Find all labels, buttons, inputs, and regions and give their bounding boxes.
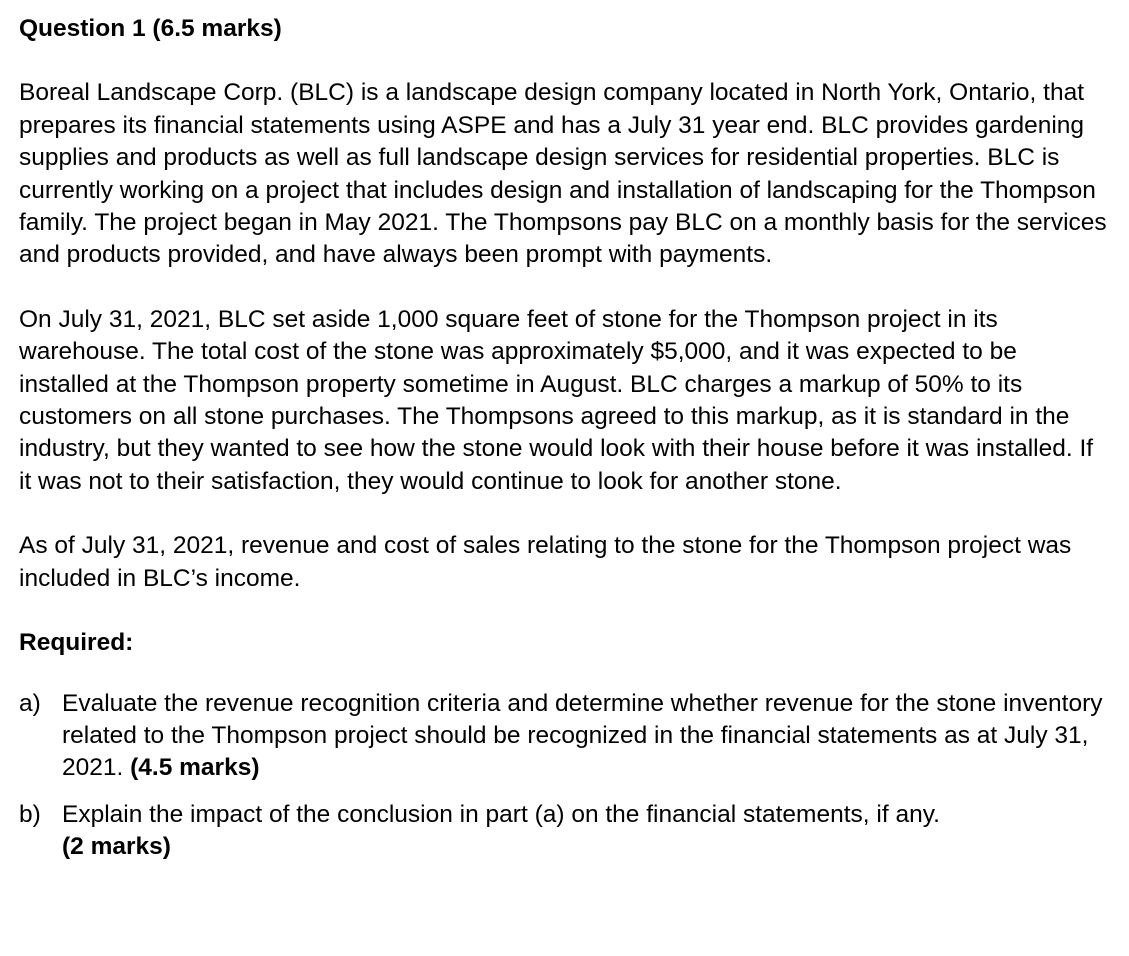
question-item-a: [19, 688, 1111, 785]
question-text: Evaluate the revenue recognition criteria and determine whether revenue for the stone inventory related to the Thompson project should be recognized in the financial statements as at July 31, 2021.: [62, 689, 1103, 782]
question-letter: b): [19, 800, 41, 828]
paragraph-stone-details: On July 31, 2021, BLC set aside 1,000 square feet of stone for the Thompson project in its warehouse. The total cost of the stone was approximately $5,000, and it was expected to be installed at the Thompson property sometime in August. BLC charges a markup of 50% to its customers on all stone purchases. The Thompsons agreed to this markup, as it is standard in the industry, but they wanted to see how the stone would look with their house before it was installed. If it was not to their satisfaction, they would continue to look for another stone.: [19, 305, 1094, 495]
question-text: Explain the impact of the conclusion in part (a) on the financial statements, if any.: [62, 800, 940, 828]
question-list: [19, 688, 1111, 864]
question-letter: a): [19, 689, 41, 717]
question-item-b: [19, 799, 1111, 864]
required-label: Required:: [19, 629, 134, 657]
question-body: [62, 799, 1111, 864]
paragraph-company-background: Boreal Landscape Corp. (BLC) is a landscape design company located in North York, Ontario, that prepares its financial statements using ASPE and has a July 31 year end. BLC provides gardening supplies and products as well as full landscape design services for residential properties. BLC is currently working on a project that includes design and installation of landscaping for the Thompson family. The project began in May 2021. The Thompsons pay BLC on a monthly basis for the services and products provided, and have always been prompt with payments.: [19, 79, 1107, 269]
question-body: [62, 688, 1111, 785]
question-heading: Question 1 (6.5 marks): [19, 15, 282, 42]
paragraph-revenue-status: As of July 31, 2021, revenue and cost of sales relating to the stone for the Thompson project was included in BLC’s income.: [19, 532, 1072, 592]
question-marks: (4.5 marks): [130, 754, 260, 782]
question-marks: (2 marks): [62, 833, 171, 861]
